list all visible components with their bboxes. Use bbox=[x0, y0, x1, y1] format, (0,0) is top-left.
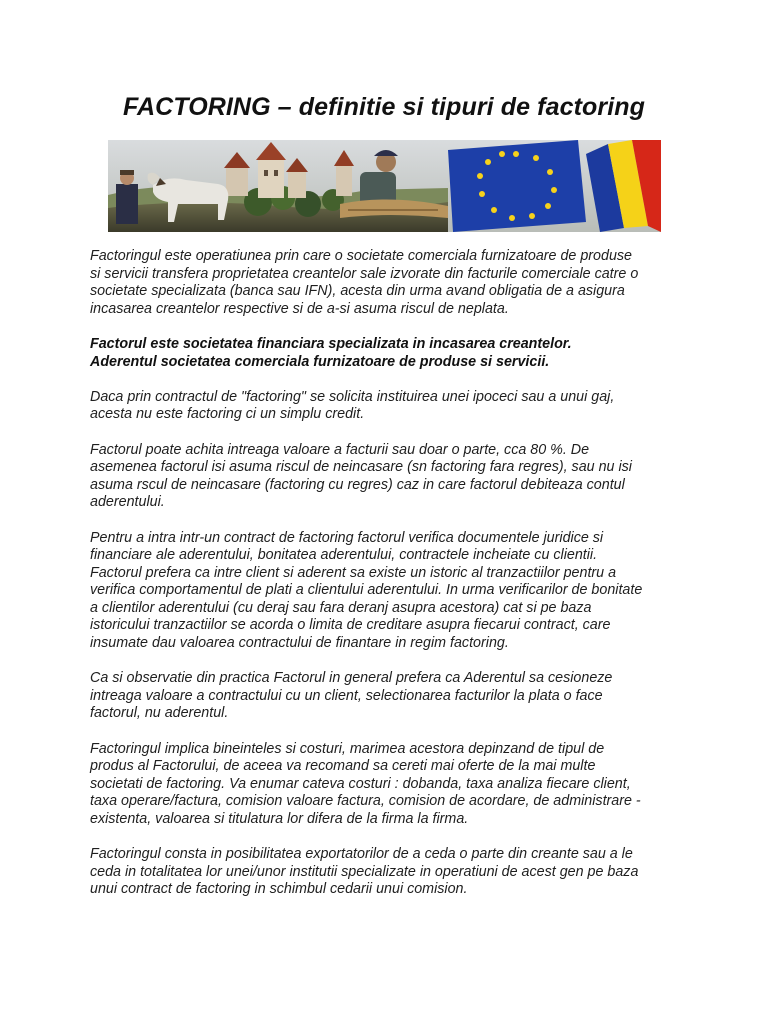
text-line: Factorul poate achita intreaga valoare a facturii sau doar o parte, cca 80 %. De bbox=[90, 441, 590, 458]
text-line: taxa operare/factura, comision valoare factura, comision de acordare, de administrare - bbox=[90, 793, 641, 810]
text-line: a clientilor aderentului (cu deraj sau fara deranj asupra acestora) cat si pe baza bbox=[90, 599, 592, 616]
text-line: acesta nu este factoring ci un simplu credit. bbox=[90, 406, 365, 423]
text-line: Daca prin contractul de "factoring" se solicita instituirea unei ipoceci sau a unui gaj, bbox=[90, 388, 615, 405]
text-line: asemenea factorul isi asuma riscul de neincasare (sn factoring fara regres), sau nu isi bbox=[90, 459, 632, 476]
text-line: ceda in totalitatea lor unei/unor institutii specializate in operatiuni de acest gen pe baza bbox=[90, 863, 639, 880]
paragraph bbox=[90, 670, 680, 723]
text-line: factorul, nu aderentul. bbox=[90, 705, 229, 722]
banner-image bbox=[108, 140, 661, 232]
text-line: Factorul este societatea financiara specializata in incasarea creantelor. bbox=[90, 335, 572, 352]
text-line: Pentru a intra intr-un contract de factoring factorul verifica documentele juridice si bbox=[90, 529, 604, 546]
article-body bbox=[90, 248, 680, 917]
text-line: asuma rscul de neincasare (factoring cu regres) caz in care factorul debiteaza contul bbox=[90, 476, 625, 493]
text-line: Aderentul societatea comerciala furnizatoare de produse si servicii. bbox=[90, 353, 550, 370]
text-line: financiare ale aderentului, bonitatea aderentului, contractele incheiate cu clientii. bbox=[90, 547, 598, 564]
text-line: societati de factoring. Va enumar cateva costuri : dobanda, taxa analiza fiecare client, bbox=[90, 775, 631, 792]
paragraph bbox=[90, 741, 680, 829]
text-line: Ca si observatie din practica Factorul in general prefera ca Aderentul sa cesioneze bbox=[90, 670, 613, 687]
text-line: existenta, valoarea si titulatura lor difera de la firma la firma. bbox=[90, 811, 469, 827]
paragraph bbox=[90, 846, 680, 899]
text-line: verifica comportamentul de plati a clientului aderentului. In urma verificarilor de bonitate bbox=[90, 582, 643, 599]
paragraph bbox=[90, 530, 680, 653]
text-line: intreaga valoare a contractului cu un client, selectionarea facturilor la plata o face bbox=[90, 687, 603, 704]
bold-paragraph bbox=[90, 336, 680, 371]
text-line: Factorul prefera ca intre client si aderent sa existe un istoric al tranzactiilor pentru a bbox=[90, 564, 617, 581]
text-line: aderentului. bbox=[90, 494, 165, 511]
text-line: si servicii transfera proprietatea creantelor sale izvorate din facturile comerciale catre o bbox=[90, 265, 639, 282]
paragraph bbox=[90, 442, 680, 512]
text-line: insumate dau valoarea contractului de finantare in regim factoring. bbox=[90, 635, 509, 652]
text-line: Factoringul este operatiunea prin care o societate comerciala furnizatoare de produse bbox=[90, 248, 633, 264]
page-title: FACTORING – definitie si tipuri de factoring bbox=[122, 93, 646, 121]
banner-photo-collage bbox=[108, 140, 661, 232]
text-line: incasarea creantelor respective si de a-si asuma riscul de neplata. bbox=[90, 300, 509, 317]
paragraph bbox=[90, 389, 680, 424]
text-line: istoricului tranzactiilor se acorda o limita de creditare asupra fiecarui contract, care bbox=[90, 617, 611, 634]
paragraph bbox=[90, 248, 680, 318]
text-line: societate specializata (banca sau IFN), acesta din urma avand obligatia de a asigura bbox=[90, 283, 625, 300]
text-line: Factoringul implica bineinteles si costuri, marimea acestora depinzand de tipul de bbox=[90, 740, 605, 757]
text-line: Factoringul consta in posibilitatea exportatorilor de a ceda o parte din creante sau a le bbox=[90, 846, 633, 863]
text-line: produs al Factorului, de aceea va recomand sa cereti mai oferte de la mai multe bbox=[90, 758, 596, 775]
text-line: unui contract de factoring in schimbul cedarii unui comision. bbox=[90, 881, 468, 898]
